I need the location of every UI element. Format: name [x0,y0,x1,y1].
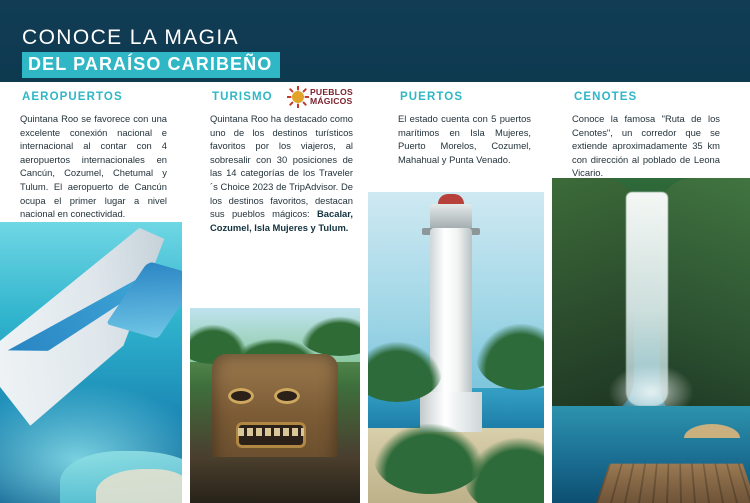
column-body-cenotes: Conoce la famosa "Ruta de los Cenotes", un corredor que se extiende aproximadamente 35 km con dirección al poblado de Leona Vicario. [572,113,720,179]
column-title-aeropuertos: AEROPUERTOS [22,91,123,103]
page-title-line2: DEL PARAÍSO CARIBEÑO [28,54,273,74]
column-title-turismo: TURISMO [212,91,273,103]
column-header-puertos [368,82,544,116]
wooden-dock [596,464,750,503]
page-title-line2-highlight [22,52,280,78]
column-header-cenotes [552,82,750,116]
logo-line1: PUEBLOS [310,87,353,97]
column-gutter [360,164,368,503]
column-body-puertos: El estado cuenta con 5 puertos marítimos en Isla Mujeres, Puerto Morelos, Cozumel, Mahahual y Punta Venado. [398,113,531,165]
sun-icon [287,86,309,108]
photo-mayan-sculpture [190,308,360,503]
column-aeropuertos [0,82,182,503]
photo-cenote-waterfall [552,178,750,503]
turismo-text-part1: Quintana Roo ha destacado como uno de los destinos turísticos favoritos por los viajeros, al sobresalir con 30 posiciones de las 14 categorías de los Traveler´s Choice 2023 de TripAdvisor. De los destinos favoritos, destacan sus pueblos mágicos: [210,113,353,220]
photo-airplane-wing [0,222,182,503]
statue-teeth [238,428,304,436]
statue-eye-right [274,388,300,404]
column-body-aeropuertos: Quintana Roo se favorece con una excelente conexión nacional e internacional al contar con 4 aeropuertos internacionales en Cancún, Cozumel, Chetumal y Tulum. El aeropuerto de Cancún ocupa el primer lugar a nivel nacional en conectividad. [20,113,167,220]
palm-tree-shape [476,324,544,390]
turismo-text-bold: Bacalar, Cozumel, Isla Mujeres y Tulum. [210,208,353,233]
column-gutter [182,164,190,503]
lighthouse-lantern [430,204,472,230]
pueblos-magicos-wordmark [310,88,353,106]
photo-lighthouse [368,192,544,503]
column-title-puertos: PUERTOS [400,91,464,103]
columns-container [0,82,750,503]
dock-planks [596,464,750,503]
page-header [0,0,750,82]
column-puertos [368,82,544,503]
column-body-turismo [210,112,353,234]
column-title-cenotes: CENOTES [574,91,638,103]
logo-line2: MÁGICOS [310,96,353,106]
page-title-line1: CONOCE LA MAGIA [22,26,240,49]
statue-eye-left [228,388,254,404]
column-header-aeropuertos [0,82,182,116]
ground-shape [190,457,360,503]
column-turismo [190,82,360,503]
column-cenotes [552,82,750,503]
pueblos-magicos-logo [287,84,353,112]
column-header-turismo [190,82,360,116]
column-gutter [544,164,552,503]
